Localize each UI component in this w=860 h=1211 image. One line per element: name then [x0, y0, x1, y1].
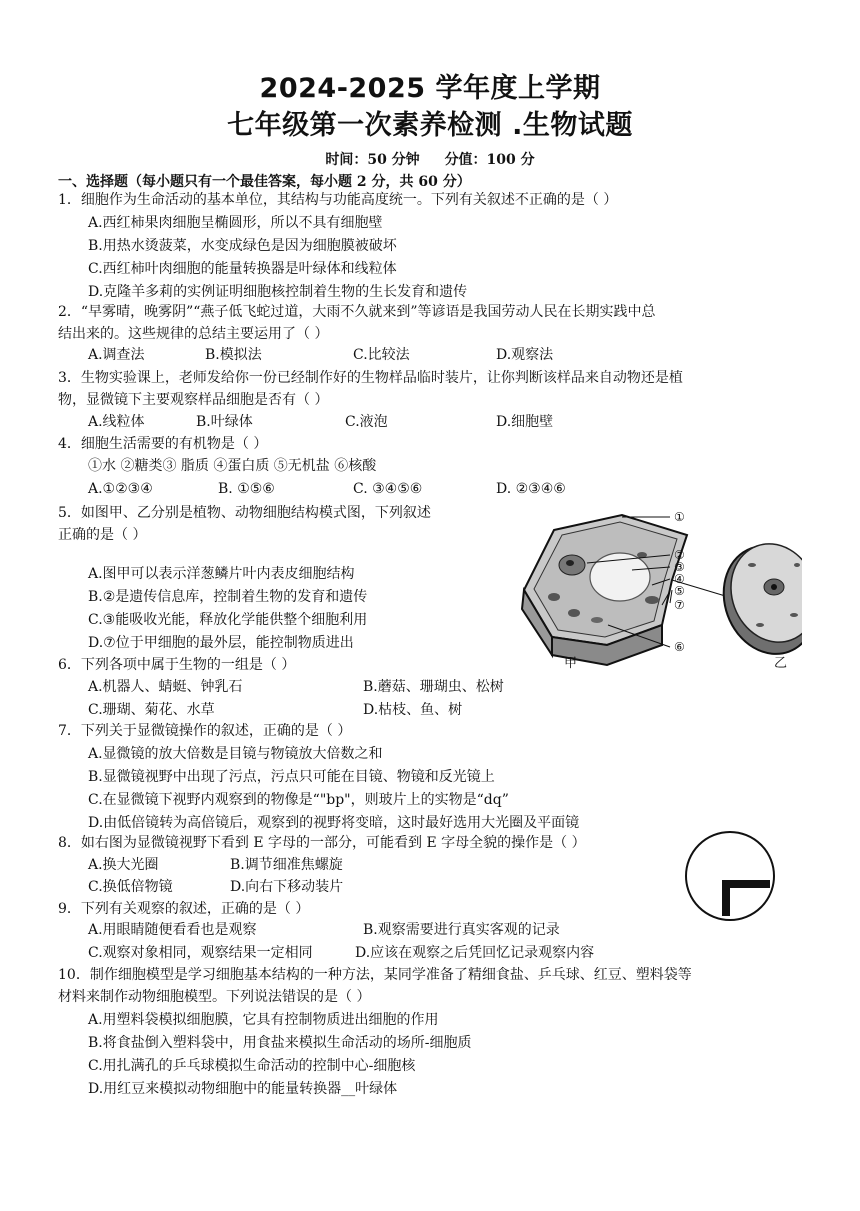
q3-option-c: C.液泡 [345, 414, 388, 430]
q6-option-d: D.枯枝、鱼、树 [363, 702, 463, 718]
animal-cell [709, 532, 802, 667]
q8-stem: 8．如右图为显微镜视野下看到 E 字母的一部分，可能看到 E 字母全貌的操作是（ ） [58, 835, 586, 851]
q10-option-d: D.用红豆来模拟动物细胞中的能量转换器__叶绿体 [88, 1081, 398, 1097]
label-2: ② [674, 548, 685, 562]
q1-option-b: B.用热水烫菠菜，水变成绿色是因为细胞膜被破坏 [88, 238, 397, 254]
exam-title-line2: 七年级第一次素养检测 .生物试题 [227, 110, 633, 141]
q3-option-a: A.线粒体 [88, 414, 145, 430]
q6-option-a: A.机器人、蜻蜓、钟乳石 [88, 679, 243, 695]
q10-stem-line1: 10．制作细胞模型是学习细胞基本结构的一种方法，某同学准备了精细食盐、乒乓球、红豆、塑料袋等 [58, 967, 692, 983]
q9-option-b: B.观察需要进行真实客观的记录 [363, 922, 560, 938]
label-3: ③ [674, 560, 685, 574]
q4-stem: 4．细胞生活需要的有机物是（ ） [58, 436, 268, 452]
exam-title-line1: 2024-2025 学年度上学期 [259, 73, 601, 104]
q2-option-b: B.模拟法 [205, 347, 262, 363]
label-4: ④ [674, 572, 685, 586]
q8-option-d: D.向右下移动装片 [230, 879, 344, 895]
q5-option-b: B.②是遗传信息库，控制着生物的发育和遗传 [88, 589, 368, 605]
animal-cell-caption: 乙 [774, 656, 788, 671]
q3-option-d: D.细胞壁 [496, 414, 554, 430]
q7-option-b: B.显微镜视野中出现了污点，污点只可能在目镜、物镜和反光镜上 [88, 769, 495, 785]
q4-option-b: B. ①⑤⑥ [218, 481, 275, 497]
q3-option-b: B.叶绿体 [196, 414, 253, 430]
q9-stem: 9．下列有关观察的叙述，正确的是（ ） [58, 901, 310, 917]
label-5: ⑤ [674, 584, 685, 598]
q4-option-c: C. ③④⑤⑥ [353, 481, 423, 497]
q10-stem-line2: 材料来制作动物细胞模型。下列说法错误的是（ ） [58, 989, 371, 1005]
q5-stem-line1: 5．如图甲、乙分别是植物、动物细胞结构模式图，下列叙述 [58, 505, 431, 521]
q9-option-a: A.用眼睛随便看看也是观察 [88, 922, 257, 938]
q6-stem: 6．下列各项中属于生物的一组是（ ） [58, 657, 296, 673]
section-heading: 一、选择题（每小题只有一个最佳答案，每小题 2 分，共 60 分） [58, 174, 471, 190]
q10-option-a: A.用塑料袋模拟细胞膜，它具有控制物质进出细胞的作用 [88, 1012, 439, 1028]
q6-option-b: B.蘑菇、珊瑚虫、松树 [363, 679, 504, 695]
q4-items: ①水 ②糖类③ 脂质 ④蛋白质 ⑤无机盐 ⑥核酸 [88, 458, 377, 474]
q8-option-c: C.换低倍物镜 [88, 879, 173, 895]
q10-option-c: C.用扎满孔的乒乓球模拟生命活动的控制中心-细胞核 [88, 1058, 416, 1074]
q1-option-d: D.克隆羊多莉的实例证明细胞核控制着生物的生长发育和遗传 [88, 284, 468, 300]
q5-option-d: D.⑦位于甲细胞的最外层，能控制物质进出 [88, 635, 354, 651]
exam-time: 时间：50 分钟 [325, 152, 420, 168]
exam-score: 分值：100 分 [444, 152, 535, 168]
q8-option-a: A.换大光圈 [88, 857, 159, 873]
q1-option-a: A.西红柿果肉细胞呈椭圆形，所以不具有细胞壁 [88, 215, 383, 231]
q8-option-b: B.调节细准焦螺旋 [230, 857, 343, 873]
q5-option-a: A.图甲可以表示洋葱鳞片叶内表皮细胞结构 [88, 566, 355, 582]
q7-stem: 7．下列关于显微镜操作的叙述，正确的是（ ） [58, 723, 352, 739]
q4-option-a: A.①②③④ [88, 481, 153, 497]
label-7: ⑦ [674, 598, 685, 612]
q2-option-a: A.调查法 [88, 347, 145, 363]
plant-cell [522, 515, 687, 665]
q2-stem-line1: 2．“早雾晴，晚雾阴”“燕子低飞蛇过道，大雨不久就来到”等谚语是我国劳动人民在长期实践中总 [58, 304, 656, 320]
q6-option-c: C.珊瑚、菊花、水草 [88, 702, 215, 718]
q7-option-a: A.显微镜的放大倍数是目镜与物镜放大倍数之和 [88, 746, 383, 762]
label-6: ⑥ [674, 640, 685, 654]
q3-stem-line2: 物，显微镜下主要观察样品细胞是否有（ ） [58, 392, 329, 408]
q3-stem-line1: 3．生物实验课上，老师发给你一份已经制作好的生物样品临时装片，让你判断该样品来自动物还是植 [58, 370, 683, 386]
q2-option-c: C.比较法 [353, 347, 410, 363]
q9-option-c: C.观察对象相同，观察结果一定相同 [88, 945, 313, 961]
q2-stem-line2: 结出来的。这些规律的总结主要运用了（ ） [58, 326, 329, 342]
label-1: ① [674, 510, 685, 524]
q4-option-d: D. ②③④⑥ [496, 481, 566, 497]
q1-stem: 1．细胞作为生命活动的基本单位，其结构与功能高度统一。下列有关叙述不正确的是（ ） [58, 192, 618, 208]
plant-cell-caption: 甲 [564, 656, 578, 671]
q7-option-c: C.在显微镜下视野内观察到的物像是“"bp"，则玻片上的实物是“dq” [88, 792, 509, 808]
q7-option-d: D.由低倍镜转为高倍镜后，观察到的视野将变暗，这时最好选用大光圈及平面镜 [88, 815, 580, 831]
cell-diagram [512, 505, 802, 673]
exam-meta [0, 149, 860, 169]
q10-option-b: B.将食盐倒入塑料袋中，用食盐来模拟生命活动的场所-细胞质 [88, 1035, 472, 1051]
microscope-view [684, 830, 776, 922]
q5-stem-line2: 正确的是（ ） [58, 527, 147, 543]
q5-option-c: C.③能吸收光能，释放化学能供整个细胞利用 [88, 612, 368, 628]
q1-option-c: C.西红柿叶肉细胞的能量转换器是叶绿体和线粒体 [88, 261, 397, 277]
q9-option-d: D.应该在观察之后凭回忆记录观察内容 [355, 945, 595, 961]
q2-option-d: D.观察法 [496, 347, 554, 363]
